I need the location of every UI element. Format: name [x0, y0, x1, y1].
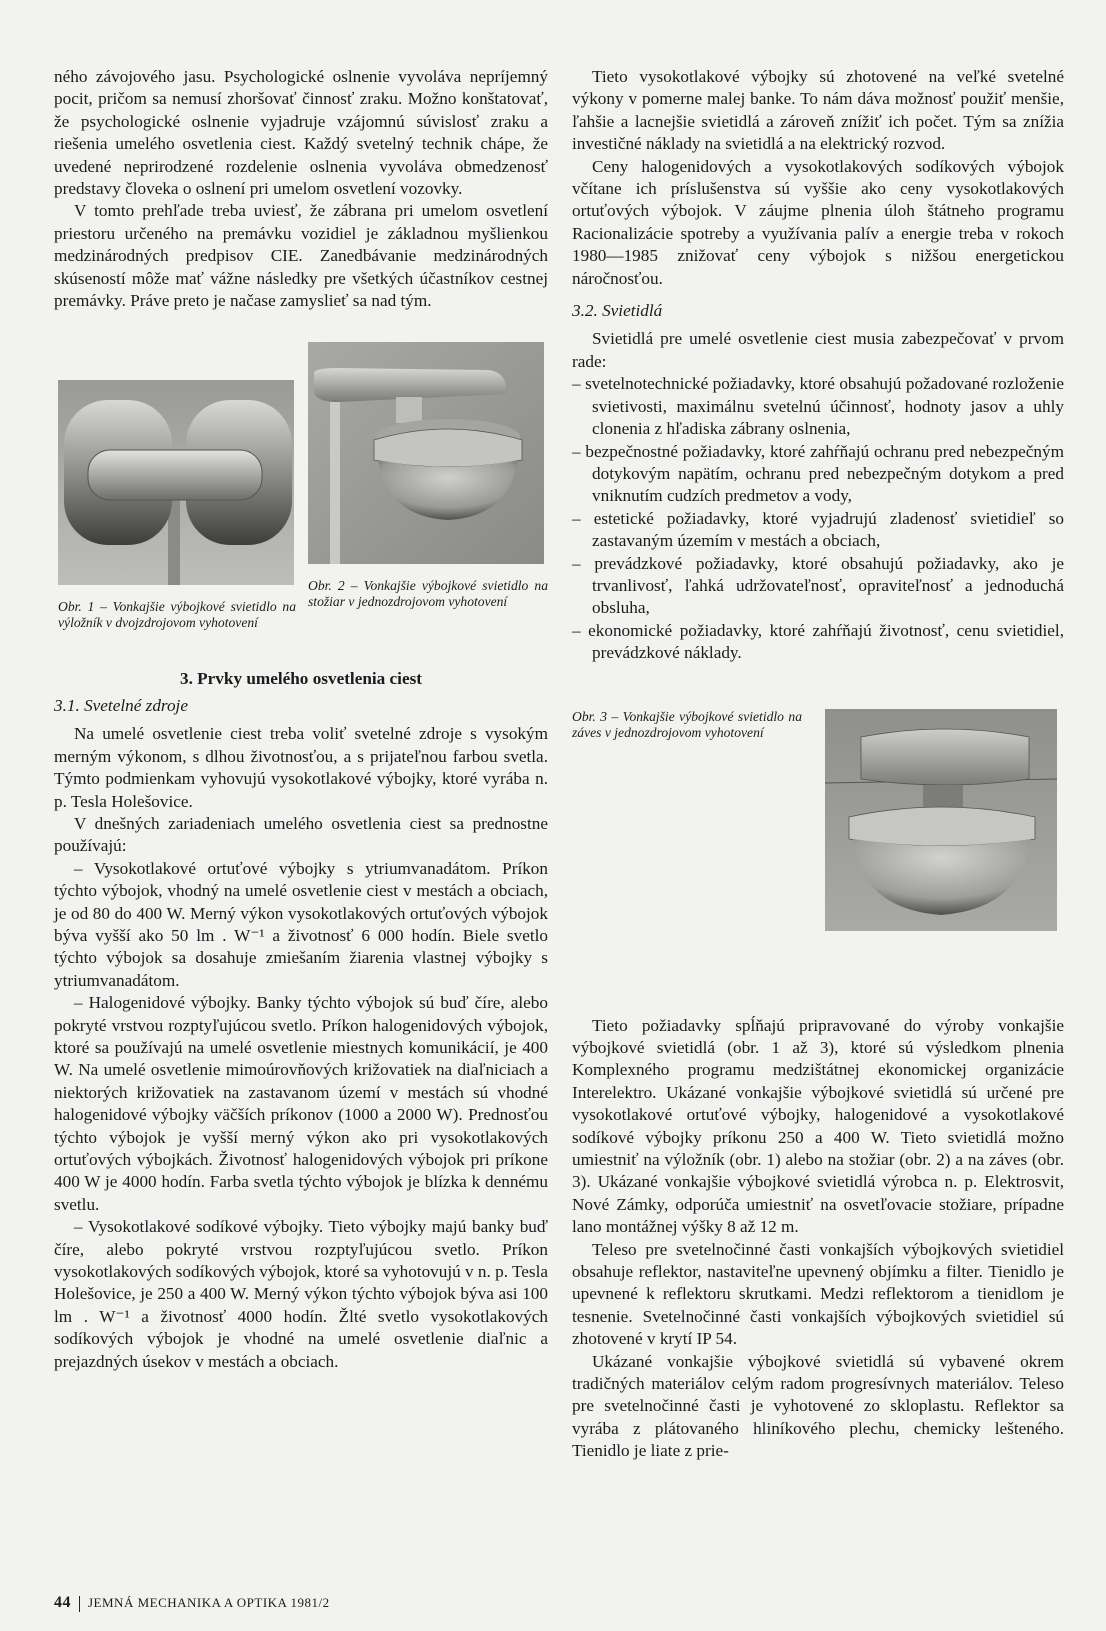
paragraph: Tieto vysokotlakové výbojky sú zhotovené na veľké svetelné výkony v pomerne malej banke. To nám dáva možnosť použiť menšie, ľahšie a lacnejšie svietidlá a zároveň znížiť ich počet. Tým sa znížia investičné náklady na svietidlá a na elektrický rozvod.: [572, 67, 1064, 154]
figure-2-caption: Obr. 2 – Vonkajšie výbojkové svietidlo na stožiar v jednozdrojovom vyhotovení: [308, 578, 548, 610]
paragraph: Svietidlá pre umelé osvetlenie ciest musia zabezpečovať v prvom rade:: [572, 329, 1064, 371]
list-item: – prevádzkové požiadavky, ktoré obsahujú požiadavky, ako je trvanlivosť, ľahká udržovateľnosť, opraviteľnosť a jednoduchá obsluha,: [572, 553, 1064, 618]
paragraph: Tieto požiadavky spĺňajú pripravované do výroby vonkajšie výbojkové svietidlá (obr. 1 až 3), ktoré sú výsledkom plnenia Komplexného programu medzištátnej ekonomickej organizácie Interelektro. Ukázané vonkajšie výbojkové svietidlá sú určené pre vysokotlakové ortuťové výbojky, halogenidové a vysokotlakové sodíkové výbojky príkonu 250 a 400 W. Tieto svietidlá možno umiestniť na výložník (obr. 1) alebo na stožiar (obr. 2) a na záves (obr. 3). Ukázané vonkajšie výbojkové svietidlá výrobca n. p. Elektrosvit, Nové Zámky, odporúča umiestniť na osvetľovacie stožiare, prípadne lano montážnej výšky 8 až 12 m.: [572, 1015, 1064, 1237]
figure-2: [308, 342, 548, 610]
paragraph: V dnešných zariadeniach umelého osvetlenia ciest sa prednostne používajú:: [54, 813, 548, 856]
figures-row: [54, 342, 548, 642]
journal-title: JEMNÁ MECHANIKA A OPTIKA 1981/2: [88, 1595, 330, 1610]
paragraph: ného závojového jasu. Psychologické oslnenie vyvoláva nepríjemný pocit, pričom sa nemusí zhoršovať činnosť zraku. Možno konštatovať, že psychologické oslnenie vyjadruje vzájomnú súvislosť zraku a riešenia umelého osvetlenia ciest. Každý svetelný technik chápe, že uvedené neprirodzené rozdelenie oslnenia vyvoláva obmedzenosť predstavy človeka o oslnení pri umelom osvetlení vozovky.: [54, 67, 548, 199]
right-column: [572, 66, 1064, 1463]
page-footer: [54, 1594, 330, 1612]
paragraph: Teleso pre svetelnočinné časti vonkajších výbojkových svietidiel obsahuje reflektor, nastaviteľne upevnený objímku a filter. Tienidlo je upevnené k reflektoru skrutkami. Medzi reflektorom a tienidlom je tesnenie. Svetelnočinné časti vonkajších výbojkových svietidiel sú zhotovené v krytí IP 54.: [572, 1239, 1064, 1349]
list-item: – svetelnotechnické požiadavky, ktoré obsahujú požadované rozloženie svietivosti, maximálnu svetelnú účinnosť, hodnoty jasov a uhly clonenia z hľadiska zábrany oslnenia,: [572, 374, 1064, 439]
figure-1-photo: [58, 380, 294, 585]
paragraph: Na umelé osvetlenie ciest treba voliť svetelné zdroje s vysokým merným výkonom, s dlhou životnosťou, a s prijateľnou farbou svetla. Týmto podmienkam vyhovujú vysokotlakové výbojky, ktoré vyrába n. p. Tesla Holešovice.: [54, 724, 548, 811]
list-item: – estetické požiadavky, ktoré vyjadrujú zladenosť svietidieľ so zastavaným územím v mestách a obciach,: [572, 508, 1064, 551]
subsection-heading: 3.1. Svetelné zdroje: [54, 695, 188, 715]
figure-2-photo: [308, 342, 544, 564]
list-item: – ekonomické požiadavky, ktoré zahŕňajú životnosť, cenu svietidiel, prevádzkové náklady.: [572, 620, 1064, 663]
section-heading: 3. Prvky umelého osvetlenia ciest: [179, 669, 423, 689]
figure-1-caption: Obr. 1 – Vonkajšie výbojkové svietidlo na výložník v dvojzdrojovom vyhotovení: [58, 599, 296, 631]
figure-3-photo: [825, 709, 1057, 931]
paragraph: V tomto prehľade treba uviesť, že zábrana pri umelom osvetlení priestoru určeného na premávku vozidiel je základnou myšlienkou medzinárodných predpisov CIE. Zanedbávanie medzinárodných skúseností môže mať vážne následky pre všetkých účastníkov cestnej premávky. Práve preto je načase zamyslieť sa nad tým.: [54, 201, 548, 311]
list-item: – bezpečnostné požiadavky, ktoré zahŕňajú ochranu pred nebezpečným dotykovým napätím, ochranu pred nebezpečným dotykom a pred vniknutím cudzích predmetov a vody,: [572, 441, 1064, 506]
list-item: – Vysokotlakové sodíkové výbojky. Tieto výbojky majú banky buď číre, alebo pokryté vrstvou rozptyľujúcou svetlo. Príkon vysokotlakových sodíkových výbojok, ktoré sa vyhotovujú v n. p. Tesla Holešovice, je 250 a 400 W. Merný výkon týchto výbojok býva asi 100 lm . W⁻¹ a životnosť 4000 hodín. Žlté svetlo vysokotlakových sodíkových výbojok je vhodné na umelé osvetlenie diaľnic a prejazdných úsekov v mestách a obciach.: [54, 1217, 549, 1371]
left-column: [54, 66, 548, 1373]
list-item: – Vysokotlakové ortuťové výbojky s ytriumvanadátom. Príkon týchto výbojok, vhodný na umelé osvetlenie ciest v mestách a obciach, je od 80 do 400 W. Merný výkon vysokotlakových ortuťových výbojok býva vyšší ako 50 lm . W⁻¹ a životnosť 6 000 hodín. Biele svetlo týchto výbojok sa dosahuje zmiešaním žiarenia vlastnej výbojky s ytriumvanadátom.: [54, 858, 548, 990]
footer-divider: [79, 1596, 80, 1612]
figure-1: [58, 342, 296, 631]
figure-3: [572, 709, 1064, 989]
figure-3-caption: Obr. 3 – Vonkajšie výbojkové svietidlo na záves v jednozdrojovom vyhotovení: [572, 708, 802, 740]
paragraph: Ukázané vonkajšie výbojkové svietidlá sú vybavené okrem tradičných materiálov celým radom progresívnych materiálov. Teleso pre svetelnočinné časti je vyhotovené zo skloplastu. Reflektor sa vyrába z plátovaného hliníkového plechu, chemicky lešteného. Tienidlo je liate z prie-: [572, 1351, 1064, 1461]
list-item: – Halogenidové výbojky. Banky týchto výbojok sú buď číre, alebo pokryté vrstvou rozptyľujúcou svetlo. Príkon halogenidových výbojok, ktoré sa používajú na umelé osvetlenie miestnych komunikácií, je 400 W. Na umelé osvetlenie mimoúrovňových križovatiek na diaľniciach a niektorých križovatiek na zastavanom území v mestách sú vhodné halogenidové výbojky väčších príkonov (1000 a 2000 W). Prednosťou týchto výbojok je vyšší merný výkon ako pri vysokotlakových ortuťových výbojkách. Životnosť halogenidových výbojok pri príkone 400 W je 4000 hodín. Farba svetla týchto výbojok je blízka k dennému svetlu.: [54, 993, 548, 1214]
page-number: 44: [54, 1594, 71, 1611]
subsection-heading: 3.2. Svietidlá: [572, 301, 663, 321]
paragraph: Ceny halogenidových a vysokotlakových sodíkových výbojok včítane ich príslušenstva sú vyššie ako ceny vysokotlakových ortuťových výbojok. V záujme plnenia úloh štátneho programu Racionalizácie spotreby a využívania palív a energie treba v rokoch 1980—1985 znižovať ceny výbojok s nižšou energetickou náročnosťou.: [572, 156, 1064, 288]
